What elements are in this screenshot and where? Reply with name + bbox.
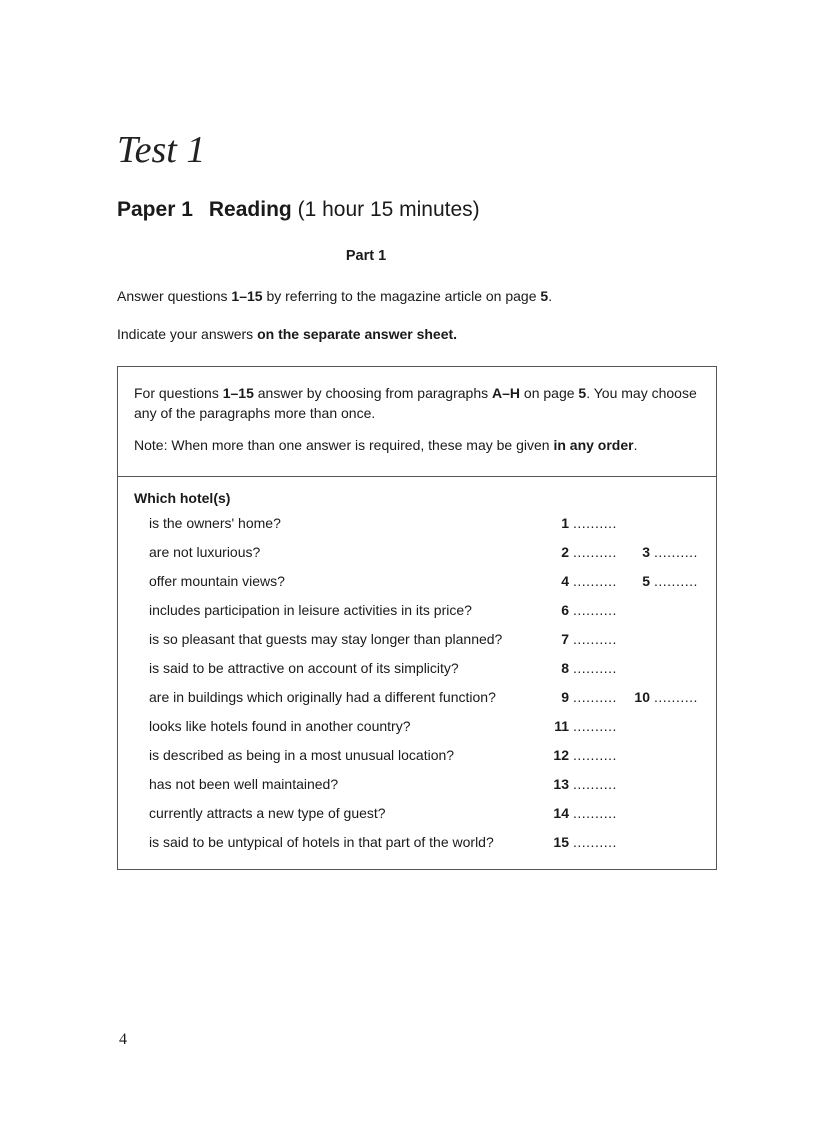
question-row bbox=[134, 803, 700, 832]
question-text: is the owners' home? bbox=[149, 515, 281, 531]
question-text: is described as being in a most unusual location? bbox=[149, 747, 455, 763]
answer-blank: .......... bbox=[573, 747, 617, 763]
instruction-line-2: Indicate your answers on the separate answer sheet. bbox=[117, 326, 458, 342]
answer-blank: .......... bbox=[573, 544, 617, 560]
answer-blank: .......... bbox=[654, 689, 698, 705]
answer-blank: .......... bbox=[573, 515, 617, 531]
question-row bbox=[134, 716, 700, 745]
question-text: is so pleasant that guests may stay longer than planned? bbox=[149, 631, 503, 647]
question-box bbox=[117, 366, 717, 870]
question-text: are not luxurious? bbox=[149, 544, 261, 560]
question-number: 3 bbox=[642, 544, 650, 560]
answer-slot[interactable] bbox=[549, 600, 617, 620]
answer-slot[interactable] bbox=[549, 774, 617, 794]
answer-blank: .......... bbox=[654, 573, 698, 589]
paper-duration: (1 hour 15 minutes) bbox=[297, 198, 480, 221]
answer-blank: .......... bbox=[573, 689, 617, 705]
question-text: is said to be untypical of hotels in that part of the world? bbox=[149, 834, 494, 850]
answer-slot[interactable] bbox=[549, 629, 617, 649]
question-row bbox=[134, 513, 700, 542]
question-number: 10 bbox=[634, 689, 650, 705]
question-text: offer mountain views? bbox=[149, 573, 285, 589]
question-number: 4 bbox=[561, 573, 569, 589]
answer-blank: .......... bbox=[573, 660, 617, 676]
paper-subject: Reading bbox=[208, 198, 292, 221]
question-row bbox=[134, 832, 700, 861]
answer-slot[interactable] bbox=[549, 687, 617, 707]
answer-slot[interactable] bbox=[549, 513, 617, 533]
question-number: 1 bbox=[561, 515, 569, 531]
question-number: 7 bbox=[561, 631, 569, 647]
question-text: has not been well maintained? bbox=[149, 776, 339, 792]
question-number: 2 bbox=[561, 544, 569, 560]
question-text: currently attracts a new type of guest? bbox=[149, 805, 386, 821]
paper-heading bbox=[117, 198, 480, 222]
question-number: 13 bbox=[553, 776, 569, 792]
answer-slot[interactable] bbox=[630, 687, 698, 707]
instruction-line-1: Answer questions 1–15 by referring to the magazine article on page 5. bbox=[117, 288, 553, 304]
question-row bbox=[134, 774, 700, 803]
answer-slot[interactable] bbox=[630, 542, 698, 562]
answer-blank: .......... bbox=[654, 544, 698, 560]
question-text: looks like hotels found in another country? bbox=[149, 718, 411, 734]
question-number: 12 bbox=[553, 747, 569, 763]
answer-slot[interactable] bbox=[630, 571, 698, 591]
answer-blank: .......... bbox=[573, 718, 617, 734]
question-row bbox=[134, 571, 700, 600]
box-instruction-text: For questions 1–15 answer by choosing from paragraphs A–H on page 5. You may choose any of the paragraphs more than once. bbox=[134, 385, 697, 421]
question-number: 14 bbox=[553, 805, 569, 821]
question-heading: Which hotel(s) bbox=[134, 490, 231, 506]
question-row bbox=[134, 600, 700, 629]
question-number: 8 bbox=[561, 660, 569, 676]
question-number: 9 bbox=[561, 689, 569, 705]
answer-blank: .......... bbox=[573, 805, 617, 821]
answer-slot[interactable] bbox=[549, 803, 617, 823]
question-number: 15 bbox=[553, 834, 569, 850]
answer-blank: .......... bbox=[573, 602, 617, 618]
answer-slot[interactable] bbox=[549, 542, 617, 562]
answer-slot[interactable] bbox=[549, 571, 617, 591]
question-row bbox=[134, 658, 700, 687]
answer-blank: .......... bbox=[573, 573, 617, 589]
box-note: Note: When more than one answer is required, these may be given in any order. bbox=[134, 437, 638, 453]
question-text: are in buildings which originally had a different function? bbox=[149, 689, 496, 705]
question-number: 11 bbox=[554, 718, 569, 734]
paper-label: Paper 1 bbox=[117, 198, 193, 221]
answer-blank: .......... bbox=[573, 631, 617, 647]
question-row bbox=[134, 542, 700, 571]
page-number: 4 bbox=[119, 1031, 127, 1048]
question-text: is said to be attractive on account of its simplicity? bbox=[149, 660, 459, 676]
part-heading: Part 1 bbox=[345, 248, 387, 264]
question-number: 5 bbox=[642, 573, 650, 589]
question-list bbox=[118, 477, 716, 861]
answer-blank: .......... bbox=[573, 834, 617, 850]
answer-slot[interactable] bbox=[549, 832, 617, 852]
page-title: Test 1 bbox=[117, 129, 206, 171]
box-instructions bbox=[118, 367, 716, 477]
question-number: 6 bbox=[561, 602, 569, 618]
answer-slot[interactable] bbox=[549, 716, 617, 736]
question-row bbox=[134, 687, 700, 716]
question-row bbox=[134, 629, 700, 658]
question-text: includes participation in leisure activities in its price? bbox=[149, 602, 472, 618]
answer-blank: .......... bbox=[573, 776, 617, 792]
answer-slot[interactable] bbox=[549, 658, 617, 678]
question-row bbox=[134, 745, 700, 774]
answer-slot[interactable] bbox=[549, 745, 617, 765]
